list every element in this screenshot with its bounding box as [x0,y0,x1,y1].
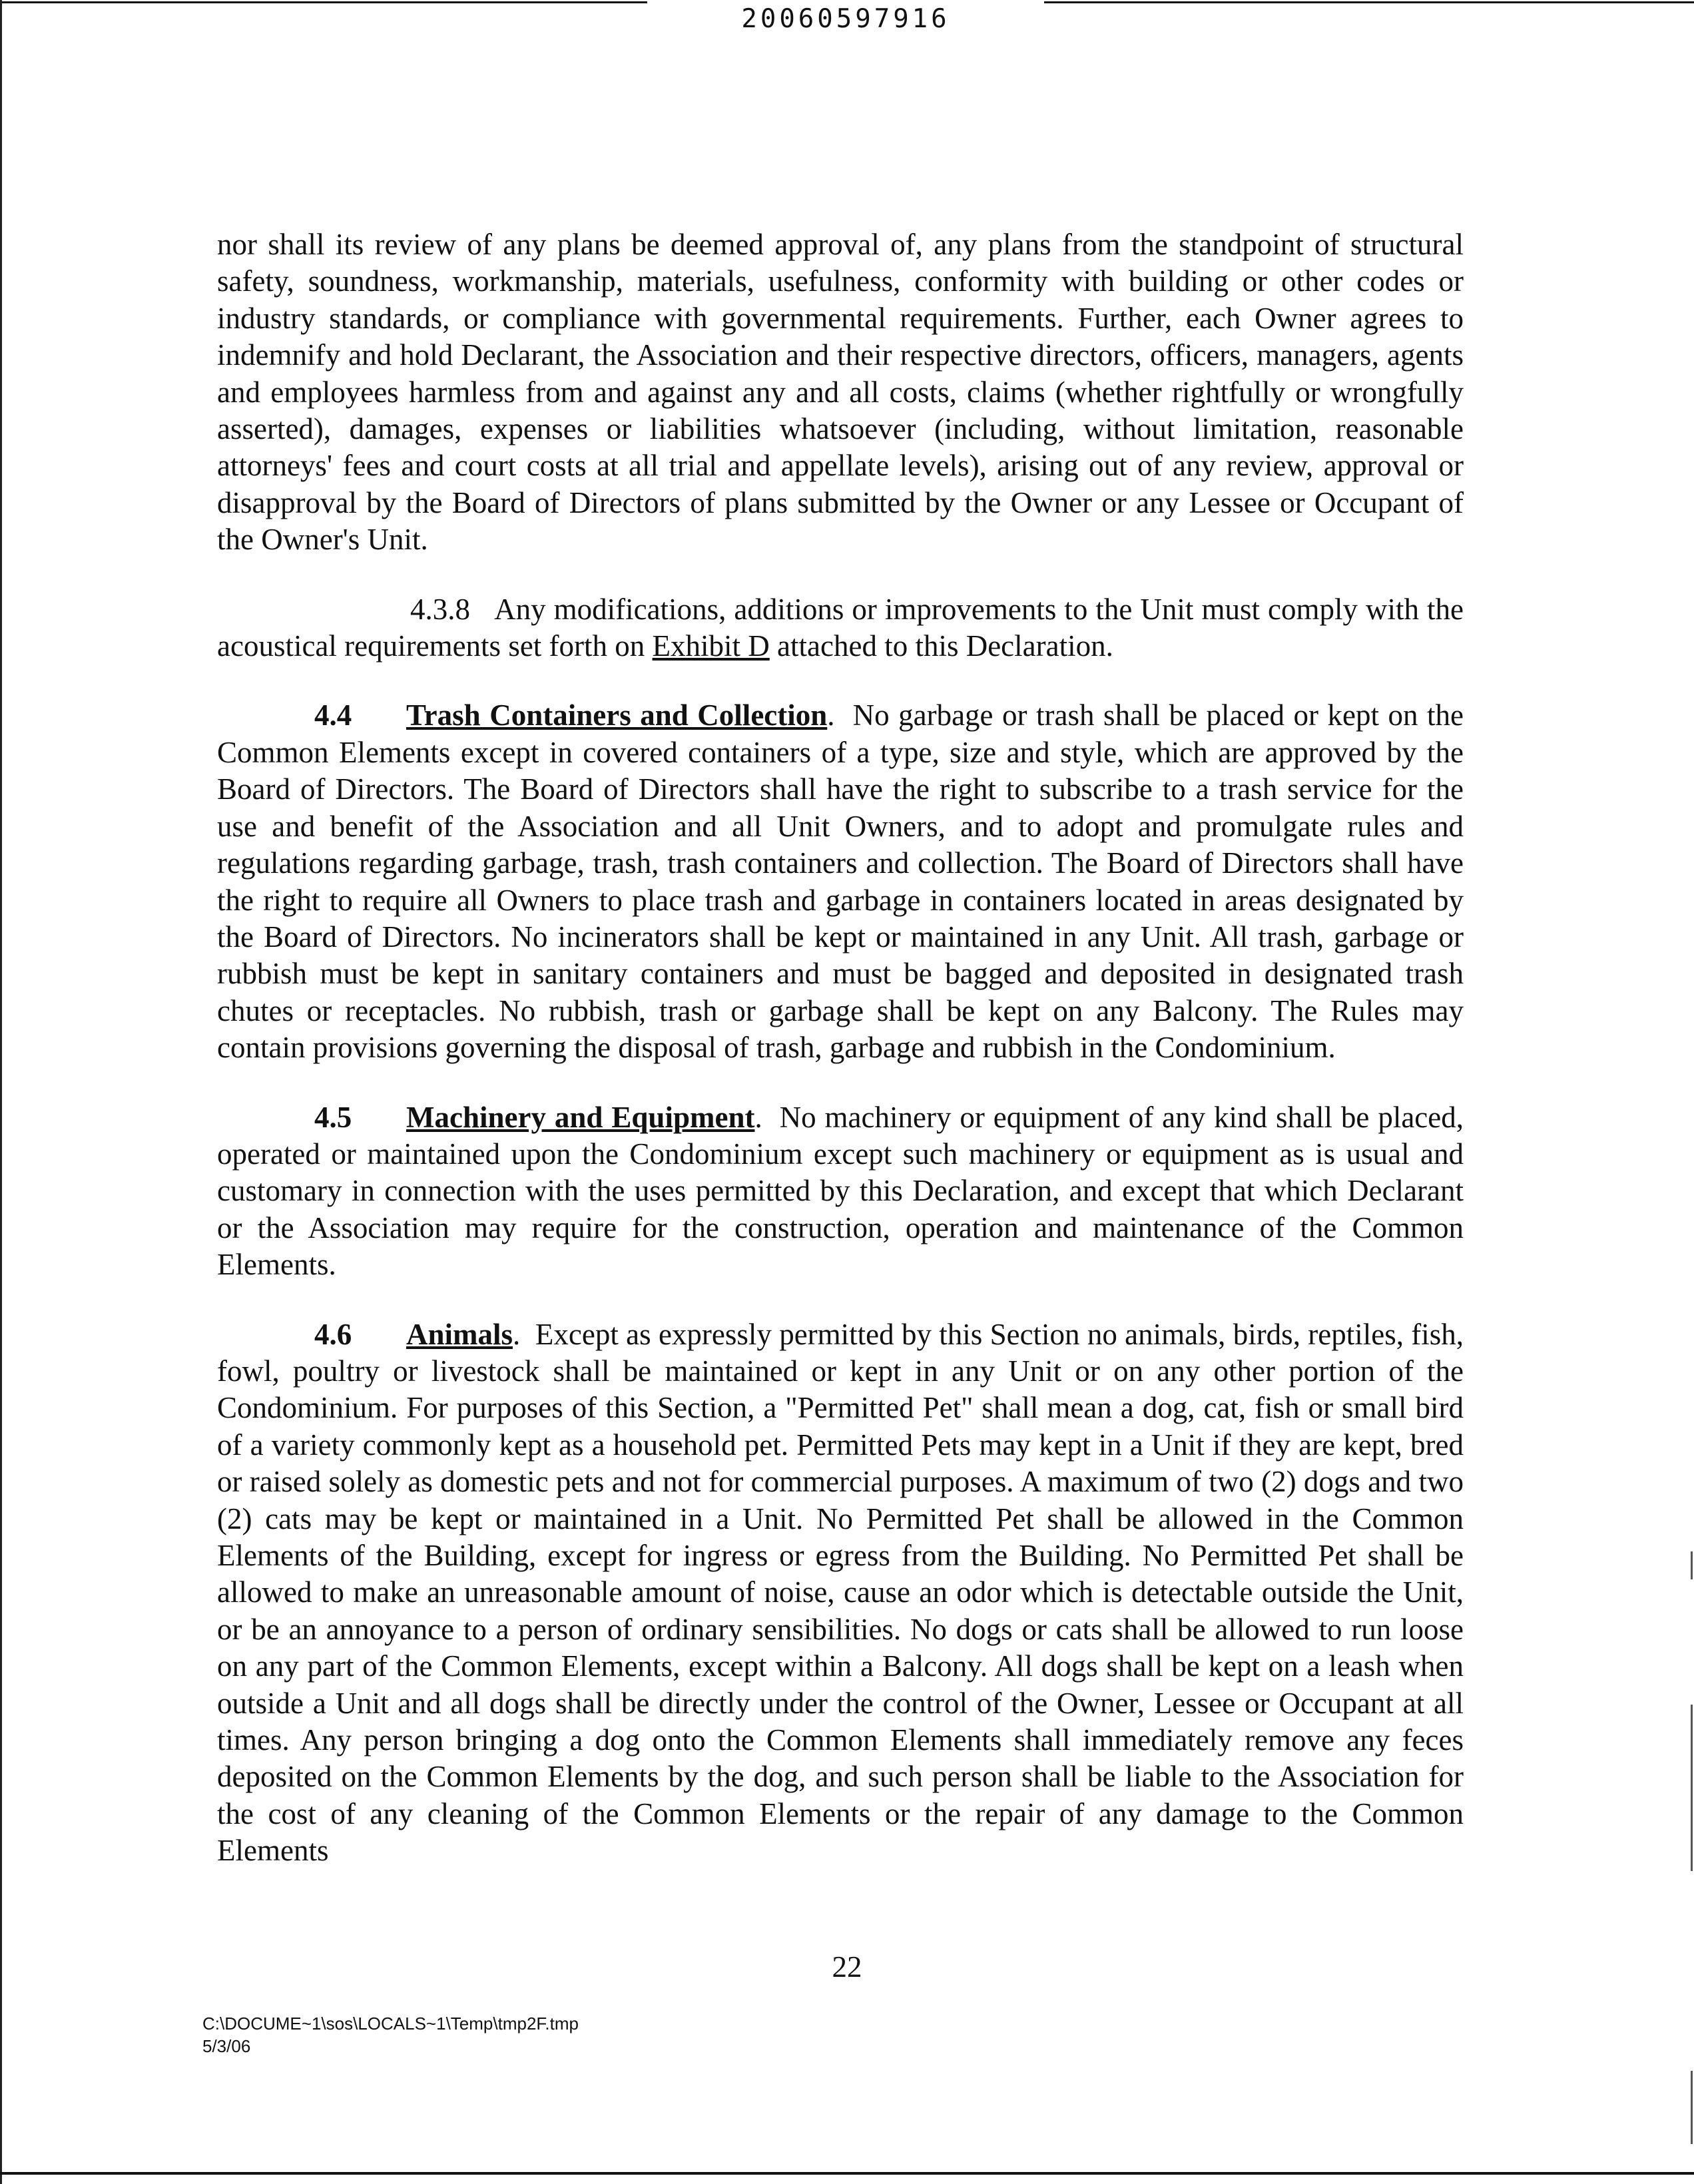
subsection-number: 4.3.8 [410,592,470,626]
section-text: Except as expressly permitted by this Section no animals, birds, reptiles, fish, fowl, poultry or livestock shall be maintained or kept in any Unit or on any other portion of the Condominium. For purposes of this Section, a "Permitted Pet" shall mean a dog, cat, fish or small bird of a variety commonly kept as a household pet. Permitted Pets may kept in a Unit if they are kept, bred or raised solely as domestic pets and not for commercial purposes. A maximum of two (2) dogs and two (2) cats may be kept or maintained in a Unit. No Permitted Pet shall be allowed in the Common Elements of the Building, except for ingress or egress from the Building. No Permitted Pet shall be allowed to make an unreasonable amount of noise, cause an odor which is detectable outside the Unit, or be an annoyance to a person of ordinary sensibilities. No dogs or cats shall be allowed to run loose on any part of the Common Elements, except within a Balcony. All dogs shall be kept on a leash when outside a Unit and all dogs shall be directly under the control of the Owner, Lessee or Occupant at all times. Any person bringing a dog onto the Common Elements shall immediately remove any feces deposited on the Common Elements by the dog, and such person shall be liable to the Association for the cost of any cleaning of the Common Elements or the repair of any damage to the Common Elements [217,1317,1464,1868]
continuation-paragraph: nor shall its review of any plans be deemed approval of, any plans from the standpoint of structural safety, soundness, workmanship, materials, usefulness, conformity with building or other codes or industry standards, or compliance with governmental requirements. Further, each Owner agrees to indemnify and hold Declarant, the Association and their respective directors, officers, managers, agents and employees harmless from and against any and all costs, claims (whether rightfully or wrongfully asserted), damages, expenses or liabilities whatsoever (including, without limitation, reasonable attorneys' fees and court costs at all trial and appellate levels), arising out of any review, approval or disapproval by the Board of Directors of plans submitted by the Owner or any Lessee or Occupant of the Owner's Unit. [217,228,1464,557]
section-4-5: 4.5 Machinery and Equipment. No machinery or equipment of any kind shall be placed, operated or maintained upon the Condominium except such machinery or equipment as is usual and customary in connection with the uses permitted by this Declaration, and except that which Declarant or the Association may require for the construction, operation and maintenance of the Common Elements. [217,1100,1464,1282]
section-number: 4.4 [314,698,352,732]
exhibit-d-reference: Exhibit D [652,629,770,663]
left-scan-border [0,0,2,2184]
footer-file-path: C:\DOCUME~1\sos\LOCALS~1\Temp\tmp2F.tmp [202,2014,579,2034]
section-number: 4.5 [314,1100,352,1134]
subsection-text-end: attached to this Declaration. [777,629,1113,663]
section-text: No garbage or trash shall be placed or kept on the Common Elements except in covered containers of a type, size and style, which are approved by the Board of Directors. The Board of Directors shall have the right to subscribe to a trash service for the use and benefit of the Association and all Unit Owners, and to adopt and promulgate rules and regulations regarding garbage, trash, trash containers and collection. The Board of Directors shall have the right to require all Owners to place trash and garbage in containers located in areas designated by the Board of Directors. No incinerators shall be kept or maintained in any Unit. All trash, garbage or rubbish must be kept in sanitary containers and must be bagged and deposited in designated trash chutes or receptacles. No rubbish, trash or garbage shall be kept on any Balcony. The Rules may contain provisions governing the disposal of trash, garbage and rubbish in the Condominium. [217,698,1464,1065]
document-body [217,226,1464,1870]
section-title: Animals [406,1317,513,1351]
bottom-rule [0,2172,1694,2175]
subsection-text: Any modifications, additions or improvements to the Unit must comply with the acoustical requirements set forth on [217,592,1464,663]
section-4-6: 4.6 Animals. Except as expressly permitted by this Section no animals, birds, reptiles, fish, fowl, poultry or livestock shall be maintained or kept in any Unit or on any other portion of the Condominium. For purposes of this Section, a "Permitted Pet" shall mean a dog, cat, fish or small bird of a variety commonly kept as a household pet. Permitted Pets may kept in a Unit if they are kept, bred or raised solely as domestic pets and not for commercial purposes. A maximum of two (2) dogs and two (2) cats may be kept or maintained in a Unit. No Permitted Pet shall be allowed in the Common Elements of the Building, except for ingress or egress from the Building. No Permitted Pet shall be allowed to make an unreasonable amount of noise, cause an odor which is detectable outside the Unit, or be an annoyance to a person of ordinary sensibilities. No dogs or cats shall be allowed to run loose on any part of the Common Elements, except within a Balcony. All dogs shall be kept on a leash when outside a Unit and all dogs shall be directly under the control of the Owner, Lessee or Occupant at all times. Any person bringing a dog onto the Common Elements shall immediately remove any feces deposited on the Common Elements by the dog, and such person shall be liable to the Association for the cost of any cleaning of the Common Elements or the repair of any damage to the Common Elements [217,1317,1464,1868]
top-rule-right [1044,1,1694,3]
top-rule-left [0,1,647,3]
scan-mark [1691,1705,1693,1871]
scan-mark [1691,2071,1693,2144]
subsection-4-3-8 [217,591,1464,665]
footer [202,2012,579,2057]
footer-date: 5/3/06 [202,2036,251,2056]
section-text: No machinery or equipment of any kind shall be placed, operated or maintained upon the Condominium except such machinery or equipment as is usual and customary in connection with the uses permitted by this Declaration, and except that which Declarant or the Association may require for the construction, operation and maintenance of the Common Elements. [217,1100,1464,1282]
section-number: 4.6 [314,1317,352,1351]
document-number: 20060597916 [741,4,950,34]
section-title: Trash Containers and Collection [406,698,828,732]
page-number: 22 [832,1950,862,1984]
scan-mark [1691,1551,1693,1579]
section-4-4: 4.4 Trash Containers and Collection. No garbage or trash shall be placed or kept on the Common Elements except in covered containers of a type, size and style, which are approved by the Board of Directors. The Board of Directors shall have the right to subscribe to a trash service for the use and benefit of the Association and all Unit Owners, and to adopt and promulgate rules and regulations regarding garbage, trash, trash containers and collection. The Board of Directors shall have the right to require all Owners to place trash and garbage in containers located in areas designated by the Board of Directors. No incinerators shall be kept or maintained in any Unit. All trash, garbage or rubbish must be kept in sanitary containers and must be bagged and deposited in designated trash chutes or receptacles. No rubbish, trash or garbage shall be kept on any Balcony. The Rules may contain provisions governing the disposal of trash, garbage and rubbish in the Condominium. [217,698,1464,1065]
section-title: Machinery and Equipment [406,1100,755,1134]
